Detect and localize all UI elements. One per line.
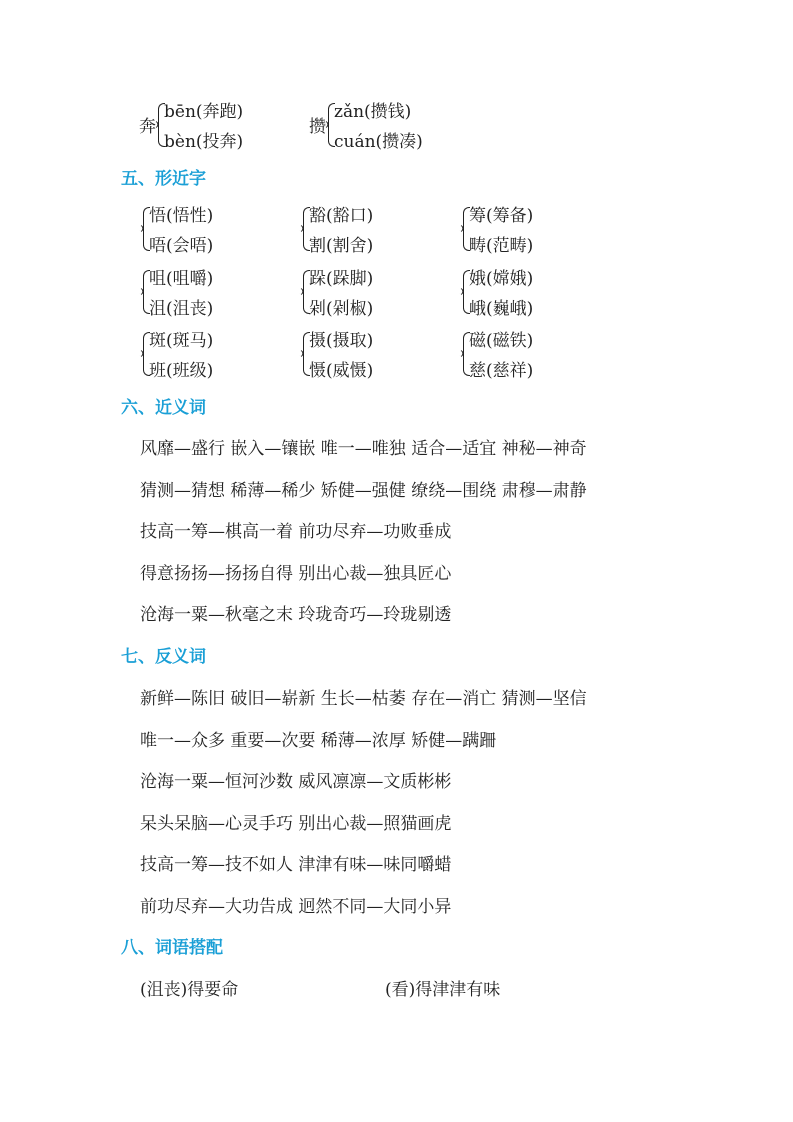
word-pair-line: 唯一—众多 重要—次要 稀薄—浓厚 矫健—蹒跚 [140, 730, 497, 751]
section-heading: 六、近义词 [121, 398, 206, 418]
collocation-item: (看)得津津有味 [385, 980, 501, 1000]
similar-char: 班(班级) [149, 361, 214, 381]
reading: bēn(奔跑) [164, 102, 244, 122]
similar-char: 唔(会唔) [149, 236, 214, 256]
word-pair-line: 呆头呆脑—心灵手巧 别出心裁—照猫画虎 [140, 813, 452, 834]
similar-char: 慈(慈祥) [469, 361, 534, 381]
word-pair-line: 沧海一粟—秋毫之末 玲珑奇巧—玲珑剔透 [140, 605, 452, 626]
similar-char: 斑(斑马) [149, 331, 214, 351]
similar-char: 割(割舍) [309, 236, 374, 256]
similar-char: 筹(筹备) [469, 206, 534, 226]
reading: bèn(投奔) [164, 132, 244, 152]
similar-char: 慑(威慑) [309, 361, 374, 381]
similar-char: 剁(剁椒) [309, 299, 374, 319]
similar-char: 悟(悟性) [149, 206, 214, 226]
section-heading: 五、形近字 [121, 169, 206, 189]
word-pair-line: 风靡—盛行 嵌入—镶嵌 唯一—唯独 适合—适宜 神秘—神奇 [140, 439, 587, 459]
word-pair-line: 前功尽弃—大功告成 迥然不同—大同小异 [140, 897, 452, 917]
polyphone-char: 攒 [309, 117, 326, 137]
reading: zǎn(攒钱) [334, 102, 412, 122]
similar-char: 跺(跺脚) [309, 269, 374, 289]
word-pair-line: 得意扬扬—扬扬自得 别出心裁—独具匠心 [140, 563, 452, 584]
word-pair-line: 猜测—猜想 稀薄—稀少 矫健—强健 缭绕—围绕 肃穆—肃静 [140, 480, 587, 501]
similar-char: 咀(咀嚼) [149, 269, 214, 289]
collocation-item: (沮丧)得要命 [140, 980, 239, 1000]
word-pair-line: 新鲜—陈旧 破旧—崭新 生长—枯萎 存在—消亡 猜测—坚信 [140, 689, 587, 709]
similar-char: 摄(摄取) [309, 331, 374, 351]
similar-char: 磁(磁铁) [469, 331, 534, 351]
word-pair-line: 技高一筹—技不如人 津津有味—味同嚼蜡 [140, 855, 452, 876]
similar-char: 峨(巍峨) [469, 299, 534, 319]
section-heading: 八、词语搭配 [121, 938, 223, 958]
word-pair-line: 技高一筹—棋高一着 前功尽弃—功败垂成 [140, 522, 452, 543]
similar-char: 豁(豁口) [309, 206, 374, 226]
similar-char: 娥(嫦娥) [469, 269, 534, 289]
polyphone-char: 奔 [139, 117, 156, 137]
section-heading: 七、反义词 [121, 647, 206, 667]
word-pair-line: 沧海一粟—恒河沙数 威风凛凛—文质彬彬 [140, 772, 452, 793]
similar-char: 畴(范畴) [469, 236, 534, 256]
reading: cuán(攒凑) [334, 132, 423, 152]
similar-char: 沮(沮丧) [149, 299, 214, 319]
